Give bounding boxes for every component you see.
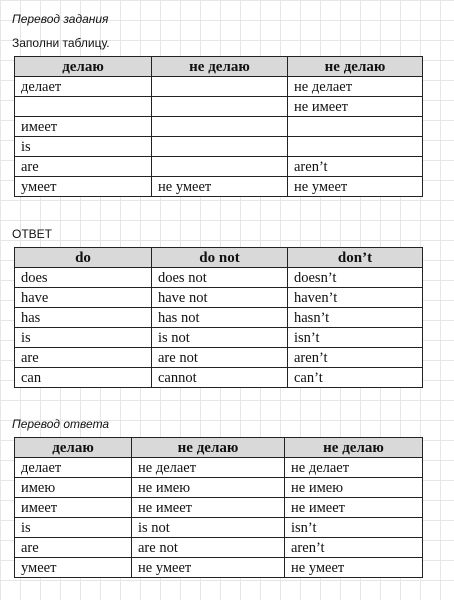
table-row <box>15 458 423 478</box>
table-cell: are not <box>152 348 288 368</box>
table-cell: is not <box>152 328 288 348</box>
column-header: don’t <box>288 248 423 268</box>
table-row <box>15 518 423 538</box>
table-row <box>15 308 423 328</box>
table-cell: are <box>15 348 152 368</box>
table-cell <box>152 157 288 177</box>
table-cell: doesn’t <box>288 268 423 288</box>
table-cell: умеет <box>15 558 132 578</box>
table-cell: не имею <box>132 478 285 498</box>
column-header: не делаю <box>152 57 288 77</box>
table-cell: have not <box>152 288 288 308</box>
answer-translation-table <box>14 437 423 578</box>
table-cell: имеет <box>15 498 132 518</box>
column-header: не делаю <box>285 438 423 458</box>
table-cell: does not <box>152 268 288 288</box>
table-cell: не умеет <box>132 558 285 578</box>
table-row <box>15 77 423 97</box>
answer-title: ОТВЕТ <box>12 227 53 241</box>
table-cell: can’t <box>288 368 423 388</box>
task-translation-title: Перевод задания <box>12 12 109 26</box>
table-cell: не имеет <box>285 498 423 518</box>
table-header-row <box>15 438 423 458</box>
table-row <box>15 137 423 157</box>
table-cell: is not <box>132 518 285 538</box>
table-cell: делает <box>15 77 152 97</box>
table-cell: is <box>15 518 132 538</box>
table-row <box>15 328 423 348</box>
table-row <box>15 177 423 197</box>
table-cell: имею <box>15 478 132 498</box>
table-cell: не делает <box>288 77 423 97</box>
table-cell: isn’t <box>288 328 423 348</box>
column-header: делаю <box>15 438 132 458</box>
task-instruction: Заполни таблицу. <box>12 36 110 50</box>
table-cell <box>288 137 423 157</box>
table-cell: не делает <box>285 458 423 478</box>
table-header-row <box>15 57 423 77</box>
table-cell: does <box>15 268 152 288</box>
table-cell: не имеет <box>288 97 423 117</box>
column-header: делаю <box>15 57 152 77</box>
table-cell: is <box>15 137 152 157</box>
table-cell: aren’t <box>285 538 423 558</box>
table-cell <box>15 97 152 117</box>
column-header: do <box>15 248 152 268</box>
table-cell: isn’t <box>285 518 423 538</box>
table-cell: не имею <box>285 478 423 498</box>
table-cell: is <box>15 328 152 348</box>
table-cell <box>152 97 288 117</box>
table-cell: не делает <box>132 458 285 478</box>
table-row <box>15 478 423 498</box>
table-cell: hasn’t <box>288 308 423 328</box>
table-cell <box>152 137 288 157</box>
table-cell <box>152 117 288 137</box>
table-cell: are <box>15 157 152 177</box>
column-header: do not <box>152 248 288 268</box>
table-cell: aren’t <box>288 348 423 368</box>
table-cell <box>152 77 288 97</box>
table-row <box>15 348 423 368</box>
table-row <box>15 157 423 177</box>
table-cell: не имеет <box>132 498 285 518</box>
task-table <box>14 56 423 197</box>
answer-table <box>14 247 423 388</box>
table-header-row <box>15 248 423 268</box>
table-cell: has <box>15 308 152 328</box>
table-cell: has not <box>152 308 288 328</box>
table-cell: are <box>15 538 132 558</box>
answer-translation-title: Перевод ответа <box>12 417 110 431</box>
table-cell: cannot <box>152 368 288 388</box>
table-row <box>15 117 423 137</box>
table-cell: делает <box>15 458 132 478</box>
table-cell: не умеет <box>152 177 288 197</box>
table-cell: can <box>15 368 152 388</box>
column-header: не делаю <box>132 438 285 458</box>
table-row <box>15 538 423 558</box>
table-cell: не умеет <box>285 558 423 578</box>
table-row <box>15 97 423 117</box>
table-row <box>15 558 423 578</box>
table-cell <box>288 117 423 137</box>
table-row <box>15 268 423 288</box>
table-row <box>15 288 423 308</box>
table-row <box>15 498 423 518</box>
column-header: не делаю <box>288 57 423 77</box>
table-cell: haven’t <box>288 288 423 308</box>
table-cell: не умеет <box>288 177 423 197</box>
table-cell: aren’t <box>288 157 423 177</box>
table-cell: имеет <box>15 117 152 137</box>
table-row <box>15 368 423 388</box>
table-cell: умеет <box>15 177 152 197</box>
table-cell: have <box>15 288 152 308</box>
table-cell: are not <box>132 538 285 558</box>
